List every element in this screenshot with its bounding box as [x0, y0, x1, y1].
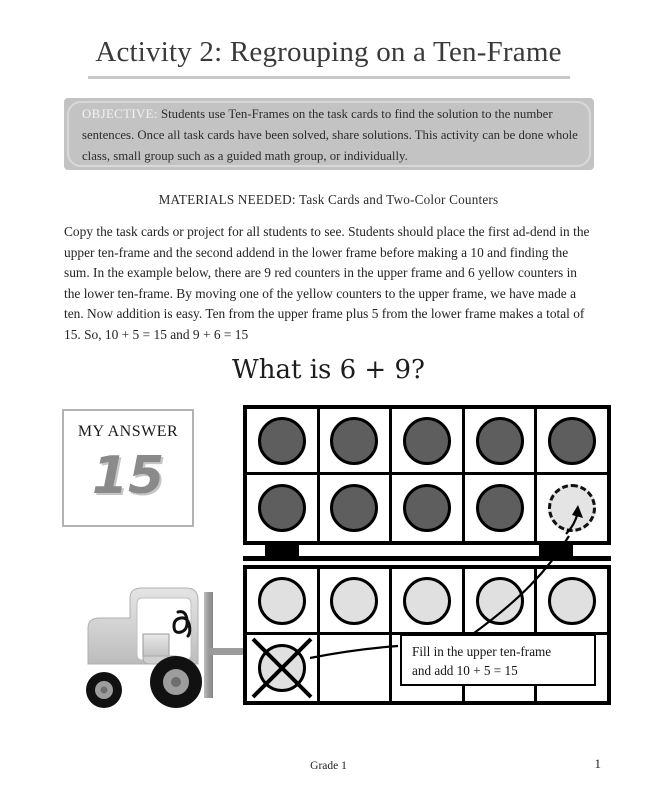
forklift-illustration [58, 552, 258, 712]
upper-frame-row-top [247, 409, 607, 475]
counter-dark [476, 417, 524, 465]
counter-dark [403, 484, 451, 532]
objective-body: Students use Ten-Frames on the task cards to find the solution to the number sentences. Once all task cards have been solved, share solutions. This activity can be done whole class, small group such as a guided math group, or individually. [82, 107, 578, 163]
counter-dark [476, 484, 524, 532]
objective-label: OBJECTIVE: [82, 107, 158, 121]
counter-dark [258, 484, 306, 532]
ten-frame-cell[interactable] [465, 475, 538, 541]
my-answer-card [62, 409, 194, 527]
ten-frame-cell[interactable] [465, 409, 538, 472]
counter-light [258, 577, 306, 625]
ten-frame-cell[interactable] [247, 635, 320, 701]
objective-box [64, 98, 594, 170]
callout-line-2: and add 10 + 5 = 15 [412, 663, 518, 678]
ten-frame-cell[interactable] [320, 409, 393, 472]
counter-dark [403, 417, 451, 465]
materials-needed: MATERIALS NEEDED: Task Cards and Two-Color Counters [158, 192, 499, 207]
callout-box [400, 634, 596, 686]
upper-ten-frame [243, 405, 611, 545]
ten-frame-cell[interactable] [537, 475, 607, 541]
counter-light [476, 577, 524, 625]
question-heading: What is 6 + 9? [232, 355, 425, 385]
objective-content [82, 104, 578, 167]
ten-frame-cell[interactable] [465, 569, 538, 632]
counter-dark [330, 417, 378, 465]
upper-frame-row-bottom [247, 475, 607, 541]
ten-frame-cell[interactable] [247, 475, 320, 541]
counter-dark [330, 484, 378, 532]
forklift-seat [143, 634, 169, 656]
lower-frame-row-top [247, 569, 607, 635]
ten-frame-cell[interactable] [392, 569, 465, 632]
ten-frame-cell[interactable] [320, 569, 393, 632]
ten-frame-cell[interactable] [320, 635, 393, 701]
ten-frame-cell[interactable] [320, 475, 393, 541]
counter-crossed-out [258, 644, 306, 692]
footer-page-number: 1 [594, 756, 601, 771]
ten-frame-cell[interactable] [247, 409, 320, 472]
my-answer-value: 15 [91, 446, 165, 506]
ten-frame-cell[interactable] [537, 569, 607, 632]
instructions-paragraph: Copy the task cards or project for all students to see. Students should place the first ad-dend in the upper ten-frame and the second addend in the lower frame before making a 10 and finding the sum. In the example below, there are 9 red counters in the upper frame and 6 yellow counters in the lower ten-frame. By moving one of the yellow counters to the upper frame, we have made a ten. Now addition is easy. Ten from the upper frame plus 5 from the lower frame makes a total of 15. So, 10 + 5 = 15 and 9 + 6 = 15 [64, 224, 590, 342]
counter-dark [548, 417, 596, 465]
counter-light [403, 577, 451, 625]
footer-grade-label: Grade 1 [310, 760, 347, 772]
page-title: Activity 2: Regrouping on a Ten-Frame [95, 36, 562, 68]
ten-frame-cell[interactable] [392, 475, 465, 541]
callout-line-1: Fill in the upper ten-frame [412, 644, 552, 659]
ten-frame-cell[interactable] [392, 409, 465, 472]
counter-moved-dashed [548, 484, 596, 532]
counter-dark [258, 417, 306, 465]
counter-light [548, 577, 596, 625]
title-divider [88, 76, 570, 79]
my-answer-label: MY ANSWER [77, 423, 179, 440]
ten-frame-cell[interactable] [247, 569, 320, 632]
counter-light [330, 577, 378, 625]
ten-frame-cell[interactable] [537, 409, 607, 472]
forklift-mast [204, 592, 213, 698]
